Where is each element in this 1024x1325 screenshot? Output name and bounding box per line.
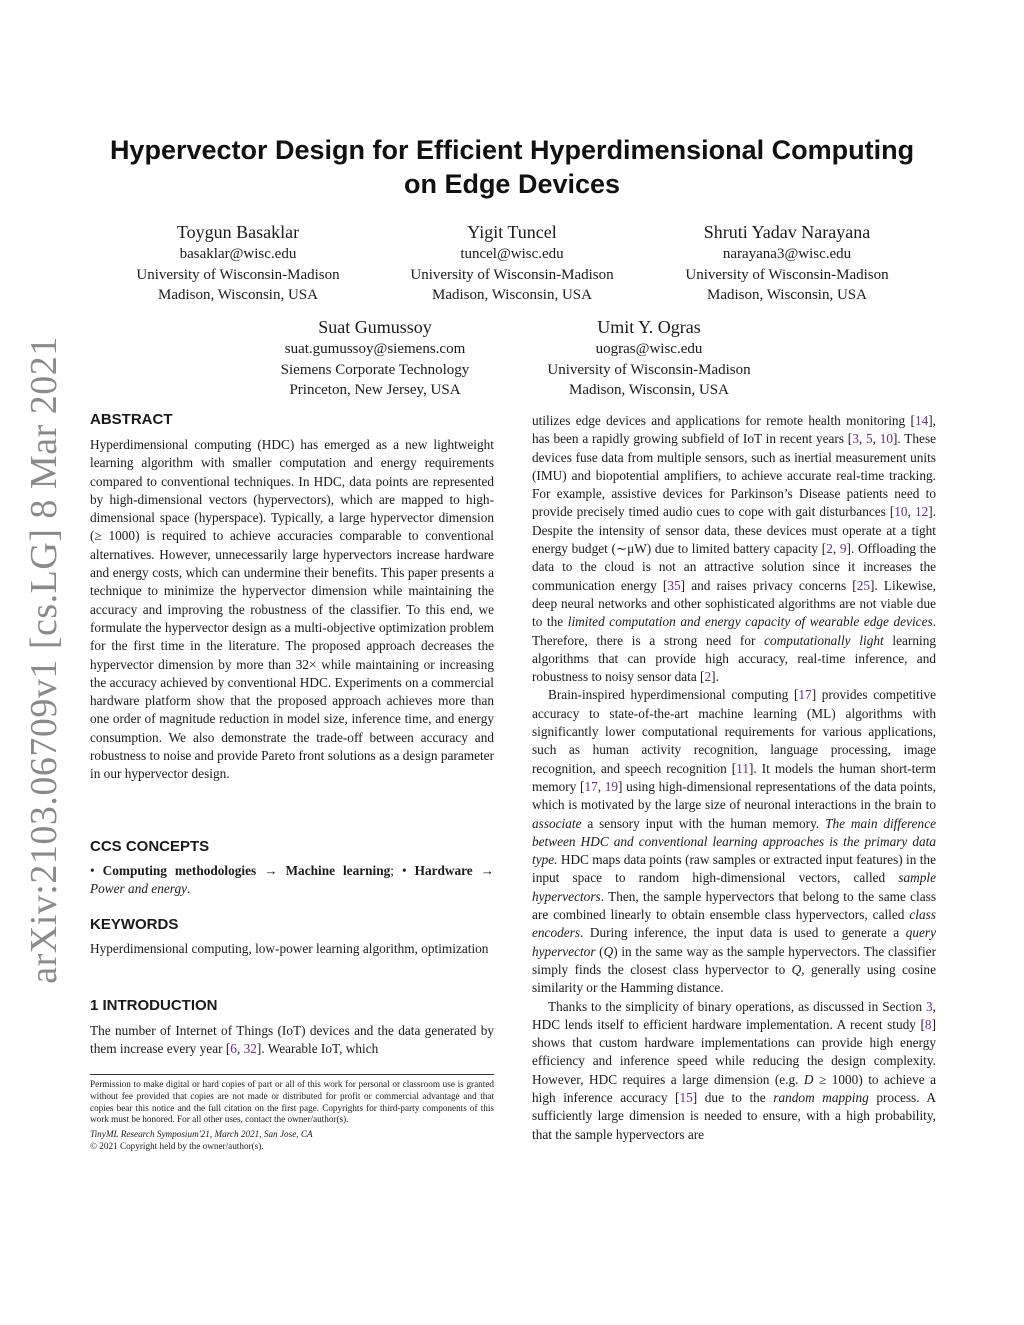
footnote (90, 1074, 494, 1153)
intro-paragraph: The number of Internet of Things (IoT) devices and the data generated by them increase every year [6, 32]. Wearable IoT, which (90, 1023, 494, 1057)
arrow: → (472, 863, 495, 878)
author-affiliation: University of Wisconsin-Madison (136, 266, 340, 283)
ccs-concepts (90, 862, 494, 899)
author-location: Madison, Wisconsin, USA (158, 287, 318, 303)
author-location: Madison, Wisconsin, USA (432, 287, 592, 303)
title-line-2: on Edge Devices (403, 169, 621, 199)
author-block (519, 315, 779, 401)
citation-link[interactable]: 10 (894, 504, 908, 520)
citation-link[interactable]: 35 (667, 577, 681, 593)
citation-link[interactable]: 14 (914, 413, 929, 428)
intro-paragraph: utilizes edge devices and applications for remote health monitoring [14], has been a rapidly growing subfield of IoT in recent years [3, 5, 10]. These devices fuse data from multiple sensors, such as inertial measurement units (IMU) and biopotential amplifiers, to achieve accurate real-time tracking. For example, assistive devices for Parkinson’s Disease patients need to provide precisely timed audio cues to cope with gait disturbances [10, 12]. Despite the intensity of sensor data, these devices must operate at a tight energy budget (∼μW) due to limited battery capacity [2, 9]. Offloading the data to the cloud is not an attractive solution since it increases the communication energy [35] and raises privacy concerns [25]. Likewise, deep neural networks and other sophisticated algorithms are not viable due to the limited computation and energy capacity of wearable edge devices. Therefore, there is a strong need for computationally light learning algorithms that can provide high accuracy, real-time inference, and robustness to noisy sensor data [2]. (532, 413, 937, 685)
author-block (382, 220, 642, 306)
abstract-body (90, 436, 494, 784)
abstract-text: Hyperdimensional computing (HDC) has emerged as a new lightweight learning algorithm with smaller computation and energy requirements compared to conventional techniques. In HDC, data points are represented by high-dimensional vectors (hypervectors), which are mapped to high-dimensional space (hyperspace). Typically, a large hypervector dimension (≥ 1000) is required to achieve accuracies comparable to conventional alternatives. However, unnecessarily large hypervectors increase hardware and energy costs, which can undermine their benefits. This paper presents a technique to minimize the hypervector dimension while maintaining the accuracy and improving the robustness of the classifier. To this end, we formulate the hypervector design as a multi-objective optimization problem for the first time in the literature. The proposed approach decreases the hypervector dimension by more than 32× while maintaining or increasing the accuracy achieved by conventional HDC. Experiments on a commercial hardware platform show that the proposed approach achieves more than one order of magnitude reduction in model size, inference time, and energy consumption. We also demonstrate the trade-off between accuracy and robustness to noise and provide Pareto front solutions as a design parameter in our hypervector design. (90, 437, 494, 782)
title-line-1: Hypervector Design for Efficient Hyperdimensional Computing (109, 135, 915, 165)
citation-link[interactable]: 9 (839, 541, 847, 557)
section-link[interactable]: 3 (926, 998, 933, 1014)
citation-link[interactable]: 10 (879, 431, 893, 447)
ccs-heading: CCS CONCEPTS (90, 838, 210, 855)
citation-link[interactable]: 17 (584, 778, 598, 794)
author-name: Umit Y. Ogras (597, 317, 701, 337)
author-affiliation: University of Wisconsin-Madison (685, 266, 889, 283)
citation-link[interactable]: 12 (914, 504, 929, 520)
separator: ; • (390, 863, 415, 878)
author-block (108, 220, 368, 306)
citation-link[interactable]: 5 (865, 431, 873, 447)
author-email: tuncel@wisc.edu (460, 246, 564, 262)
author-email: uogras@wisc.edu (595, 341, 703, 357)
citation-link[interactable]: 2 (704, 669, 712, 685)
author-email: narayana3@wisc.edu (722, 246, 852, 262)
author-block (657, 220, 917, 306)
author-name: Suat Gumussoy (318, 317, 432, 337)
introduction-body-right (532, 412, 936, 1144)
citation-link[interactable]: 8 (924, 1016, 932, 1032)
citation-link[interactable]: 15 (679, 1089, 693, 1105)
author-name: Shruti Yadav Narayana (703, 222, 871, 242)
bullet: • (90, 863, 103, 878)
copyright: © 2021 Copyright held by the owner/author(s). (90, 1140, 264, 1151)
citation-link[interactable]: 25 (856, 577, 871, 593)
ccs-leaf: Power and energy (90, 881, 187, 897)
author-email: suat.gumussoy@siemens.com (284, 341, 466, 357)
citation-link[interactable]: 11 (736, 760, 749, 776)
author-affiliation: Siemens Corporate Technology (280, 361, 470, 378)
intro-paragraph: Thanks to the simplicity of binary operations, as discussed in Section 3, HDC lends itself to efficient hardware implementation. A recent study [8] shows that custom hardware implementations can provide high energy efficiency and inference speed while reducing the design complexity. However, HDC requires a large dimension (e.g. D ≥ 1000) to achieve a high inference accuracy [15] due to the random mapping process. A sufficiently large dimension is needed to ensure, with a high probability, that the sample hypervectors are (532, 998, 936, 1142)
introduction-heading: 1 INTRODUCTION (90, 997, 218, 1014)
citation-link[interactable]: 3 (852, 431, 859, 447)
author-block (245, 315, 505, 401)
arrow: → (256, 863, 286, 878)
keywords-body (90, 940, 494, 958)
citation-link[interactable]: 19 (604, 778, 619, 794)
author-location: Madison, Wisconsin, USA (707, 287, 867, 303)
author-affiliation: University of Wisconsin-Madison (547, 361, 751, 378)
author-email: basaklar@wisc.edu (179, 246, 297, 262)
ccs-concept: Computing methodologies (102, 863, 257, 878)
permission-notice: Permission to make digital or hard copies of part or all of this work for personal or classroom use is granted without fee provided that copies are not made or distributed for profit or commercial advantage and that copies bear this notice and the full citation on the first page. Copyrights for third-party components of this work must be honored. For all other uses, contact the owner/author(s). (90, 1079, 494, 1125)
citation-link[interactable]: 6 (230, 1041, 237, 1057)
author-location: Princeton, New Jersey, USA (289, 382, 461, 398)
keywords-text: Hyperdimensional computing, low-power learning algorithm, optimization (90, 941, 489, 956)
abstract-heading: ABSTRACT (90, 411, 173, 428)
author-name: Yigit Tuncel (467, 222, 557, 242)
period: . (187, 881, 191, 897)
introduction-body-left (90, 1022, 494, 1059)
paper-title (60, 133, 964, 201)
arxiv-identifier: arXiv:2103.06709v1 [cs.LG] 8 Mar 2021 (23, 336, 65, 984)
author-affiliation: University of Wisconsin-Madison (410, 266, 614, 283)
author-location: Madison, Wisconsin, USA (569, 382, 729, 398)
ccs-concept: Hardware (414, 863, 473, 878)
citation-link[interactable]: 17 (798, 687, 812, 703)
citation-link[interactable]: 2 (826, 541, 833, 557)
ccs-leaf: Machine learning (285, 863, 391, 878)
keywords-heading: KEYWORDS (90, 916, 179, 933)
intro-paragraph: Brain-inspired hyperdimensional computing [17] provides competitive accuracy to state-of-the-art machine learning (ML) algorithms with significantly lower computational requirements for various applications, such as human activity recognition, language processing, image recognition, and speech recognition [11]. It models the human short-term memory [17, 19] using high-dimensional representations of the data points, which is motivated by the large size of neuronal interactions in the brain to associate a sensory input with the human memory. The main difference between HDC and conventional learning approaches is the primary data type. HDC maps data points (raw samples or extracted input features) in the input space to random high-dimensional vectors, called sample hypervectors. Then, the sample hypervectors that belong to the same class are combined linearly to obtain ensemble class hypervectors, called class encoders. During inference, the input data is used to generate a query hypervector (Q) in the same way as the sample hypervectors. The classifier simply finds the closest class hypervector to Q, generally using cosine similarity or the Hamming distance. (532, 687, 937, 996)
citation-link[interactable]: 32 (243, 1041, 257, 1057)
venue: TinyML Research Symposium'21, March 2021, San Jose, CA (90, 1129, 313, 1140)
author-name: Toygun Basaklar (176, 222, 300, 242)
